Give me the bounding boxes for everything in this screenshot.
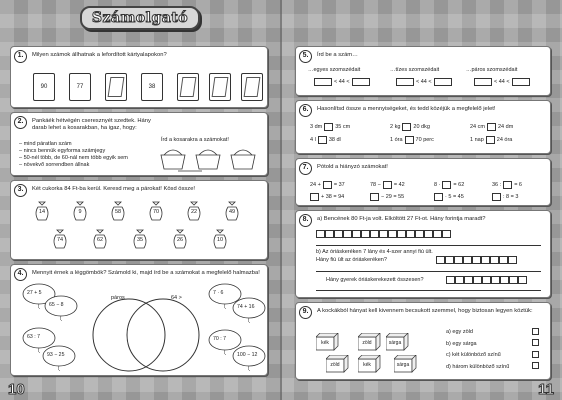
answer-checkbox[interactable] — [532, 339, 539, 346]
task-question-b2: Hány fiú ült az óriáskeréken? — [316, 257, 387, 263]
task-question: Pankáék hétvégén cseresznyét szedtek. Hány darab lehet a kosarakban, ha igaz, hogy: — [32, 118, 151, 131]
task-question-b: b) Az óriáskeréken 7 lány és 4-szer annyi fiú ült. — [316, 249, 433, 255]
task-number: 3. — [14, 184, 27, 197]
answer-box[interactable] — [512, 78, 530, 86]
grid-cell[interactable] — [361, 230, 370, 238]
task-8 — [295, 210, 551, 298]
fill-row: + 38 = 94 — [310, 193, 344, 201]
candy-price: 10 — [216, 237, 224, 243]
grid-cell[interactable] — [454, 256, 463, 264]
answer-box[interactable] — [396, 78, 414, 86]
task-question-b3: Hány gyerek óriáskerekezett összesen? — [326, 277, 424, 283]
number-card: 77 — [69, 73, 91, 101]
answer-checkbox[interactable] — [532, 328, 539, 335]
number-card: 38 — [141, 73, 163, 101]
baskets-illustration — [156, 145, 266, 173]
task-2 — [10, 112, 268, 176]
grid-cell[interactable] — [499, 256, 508, 264]
candy-price: 14 — [38, 209, 46, 215]
task-number: 7. — [299, 162, 312, 175]
grid-cell[interactable] — [473, 276, 482, 284]
grid-cell[interactable] — [343, 230, 352, 238]
number-card: 90 — [33, 73, 55, 101]
option-list — [446, 327, 509, 373]
grid-cell[interactable] — [325, 230, 334, 238]
page-title: Számolgató — [91, 10, 189, 26]
candy-bag[interactable] — [211, 229, 229, 251]
grid-cell[interactable] — [433, 230, 442, 238]
compare-row: 2 kg 20 dkg — [390, 124, 430, 130]
balloon-expression: 63 : 7 — [27, 334, 40, 340]
page-number-left: 10 — [8, 381, 25, 398]
task-question: Hasonlítsd össze a mennyiségeket, és tedd közéjük a megfelelő jelet! — [317, 106, 496, 112]
answer-line[interactable] — [316, 290, 541, 291]
candy-price: 49 — [228, 209, 236, 215]
face-down-card — [241, 73, 263, 101]
task-4 — [10, 264, 268, 376]
task-5 — [295, 46, 551, 96]
answer-box[interactable] — [492, 193, 501, 201]
comparison-box[interactable] — [405, 136, 414, 144]
venn-diagram — [91, 289, 201, 374]
grid-cell[interactable] — [472, 256, 481, 264]
grid-cell[interactable] — [508, 256, 517, 264]
candy-price: 26 — [176, 237, 184, 243]
fill-row: : 8 = 3 — [492, 193, 518, 201]
balloon[interactable] — [41, 345, 77, 369]
answer-box[interactable] — [310, 193, 319, 201]
condition-item: – nincs bennük egyforma számjegy — [19, 148, 106, 154]
candy-bag[interactable] — [71, 201, 89, 223]
answer-box[interactable] — [383, 181, 392, 189]
answer-box[interactable] — [352, 78, 370, 86]
cube-color-label: zöld — [362, 340, 372, 346]
grid-cell[interactable] — [445, 256, 454, 264]
face-down-card — [209, 73, 231, 101]
task-number: 9. — [299, 306, 312, 319]
candy-bag[interactable] — [91, 229, 109, 251]
comparison-box[interactable] — [402, 123, 411, 131]
option-item: d) három különböző színű — [446, 363, 510, 370]
task-number: 8. — [299, 214, 312, 227]
grid-cell[interactable] — [490, 256, 499, 264]
cube-color-label: sárga — [388, 340, 402, 346]
balloon[interactable] — [43, 295, 79, 319]
candy-bag[interactable] — [223, 201, 241, 223]
option-item: c) két különböző színű — [446, 352, 501, 358]
grid-cell[interactable] — [334, 230, 343, 238]
grid-cell[interactable] — [500, 276, 509, 284]
grid-cell[interactable] — [397, 230, 406, 238]
answer-grid[interactable] — [436, 256, 526, 264]
grid-cell[interactable] — [370, 230, 379, 238]
task-question: Milyen számok állhatnak a lefordított kártyalapokon? — [32, 52, 167, 58]
grid-cell[interactable] — [491, 276, 500, 284]
task-6 — [295, 100, 551, 154]
comparison-box[interactable] — [486, 136, 495, 144]
fill-row: 78 − = 42 — [370, 182, 405, 188]
answer-box[interactable] — [370, 193, 379, 201]
condition-item: – növekvő sorrendben állnak — [19, 162, 90, 168]
answer-box[interactable] — [434, 78, 452, 86]
answer-box[interactable] — [314, 78, 332, 86]
candy-price: 62 — [96, 237, 104, 243]
neighbor-row: < 44 < — [314, 78, 370, 86]
color-cube — [394, 355, 416, 372]
answer-box[interactable] — [434, 193, 443, 201]
fill-row: · 5 = 45 — [434, 193, 464, 201]
color-cube — [386, 333, 408, 350]
answer-checkbox[interactable] — [532, 351, 539, 358]
compare-row: 4 l 38 dl — [310, 137, 341, 143]
grid-cell[interactable] — [455, 276, 464, 284]
page-number-right: 11 — [538, 381, 554, 398]
option-item: a) egy zöld — [446, 329, 473, 335]
fill-row: 8 · = 62 — [434, 182, 465, 188]
task-9 — [295, 302, 551, 380]
task-number: 6. — [299, 104, 312, 117]
cube-color-label: kék — [321, 340, 329, 346]
candy-bag[interactable] — [51, 229, 69, 251]
compare-row: 1 óra 70 perc — [390, 137, 434, 143]
grid-cell[interactable] — [518, 276, 527, 284]
compare-row: 24 cm 24 dm — [470, 124, 514, 130]
right-page — [281, 0, 562, 400]
balloon-expression: 93 − 25 — [47, 352, 65, 358]
fill-row: − 29 = 55 — [370, 193, 404, 201]
balloon[interactable] — [231, 345, 267, 369]
balloon-expression: 27 + 5 — [27, 290, 42, 296]
basket-instruction: Írd a kosarakra a számokat! — [161, 137, 229, 143]
color-cube — [326, 355, 348, 372]
grid-cell[interactable] — [446, 276, 455, 284]
task-number: 2. — [14, 116, 27, 129]
grid-cell[interactable] — [379, 230, 388, 238]
answer-grid[interactable] — [446, 276, 536, 284]
comparison-box[interactable] — [487, 123, 496, 131]
candy-price: 35 — [136, 237, 144, 243]
task-number: 5. — [299, 50, 312, 63]
balloon-expression: 65 − 8 — [49, 302, 64, 308]
answer-grid[interactable] — [316, 230, 456, 238]
comparison-box[interactable] — [324, 123, 333, 131]
task-number: 4. — [14, 268, 27, 281]
cube-color-label: kék — [363, 362, 371, 368]
balloon-expression: 100 − 12 — [237, 352, 258, 358]
task-question-a: a) Bencének 80 Ft-ja volt. Elköltött 27 Ft-ot. Hány forintja maradt? — [317, 216, 486, 222]
task-3 — [10, 180, 268, 260]
color-cube — [358, 333, 380, 350]
candy-price: 74 — [56, 237, 64, 243]
comparison-box[interactable] — [318, 136, 327, 144]
candy-price: 70 — [152, 209, 160, 215]
face-down-card — [105, 73, 127, 101]
option-item: b) egy sárga — [446, 340, 477, 347]
candy-bag[interactable] — [109, 201, 127, 223]
neighbor-heading: …egyes szomszédait — [308, 67, 361, 73]
answer-line[interactable] — [316, 245, 541, 246]
grid-cell[interactable] — [424, 230, 433, 238]
grid-cell[interactable] — [388, 230, 397, 238]
candy-bag[interactable] — [131, 229, 149, 251]
neighbor-row: < 44 < — [474, 78, 530, 86]
set-label-less-than: 64 > — [171, 295, 182, 301]
compare-row: 1 nap 24 óra — [470, 137, 513, 143]
compare-row: 3 dm 35 cm — [310, 124, 351, 130]
answer-box[interactable] — [503, 181, 512, 189]
candy-bag[interactable] — [171, 229, 189, 251]
face-down-card — [177, 73, 199, 101]
condition-item: – 50-nél több, de 60-nál nem több egyik sem — [19, 155, 128, 161]
candy-price: 22 — [190, 209, 198, 215]
balloon-expression: 70 : 7 — [213, 336, 226, 342]
neighbor-heading: …páros szomszédait — [466, 67, 518, 73]
grid-cell[interactable] — [481, 256, 490, 264]
task-7 — [295, 158, 551, 206]
task-1 — [10, 46, 268, 108]
task-question: Írd be a szám… — [317, 52, 358, 58]
candy-bag[interactable] — [185, 201, 203, 223]
answer-checkbox[interactable] — [532, 362, 539, 369]
grid-cell[interactable] — [463, 256, 472, 264]
grid-cell[interactable] — [415, 230, 424, 238]
grid-cell[interactable] — [442, 230, 451, 238]
grid-cell[interactable] — [482, 276, 491, 284]
grid-cell[interactable] — [436, 256, 445, 264]
grid-cell[interactable] — [406, 230, 415, 238]
task-question: A kockákból hányat kell kivennem becsukott szemmel, hogy biztosan legyen köztük: — [317, 308, 533, 314]
fill-row: 24 + = 37 — [310, 182, 345, 188]
candy-price: 9 — [78, 209, 82, 215]
grid-cell[interactable] — [316, 230, 325, 238]
set-label-even: páros — [111, 295, 125, 301]
color-cube — [316, 333, 338, 350]
candy-bag[interactable] — [33, 201, 51, 223]
neighbor-heading: …tízes szomszédait — [390, 67, 440, 73]
answer-box[interactable] — [474, 78, 492, 86]
balloon-expression: 7 · 6 — [213, 290, 224, 296]
balloon[interactable] — [231, 297, 267, 321]
color-cube — [358, 355, 380, 372]
condition-list — [19, 141, 128, 169]
grid-cell[interactable] — [352, 230, 361, 238]
page-title-banner — [80, 6, 200, 30]
fill-row: 36 : = 6 — [492, 182, 522, 188]
cube-color-label: zöld — [330, 362, 340, 368]
candy-price: 58 — [114, 209, 122, 215]
candy-bag[interactable] — [147, 201, 165, 223]
balloon-expression: 74 + 16 — [237, 304, 255, 310]
condition-item: – mind páratlan szám — [19, 141, 72, 147]
task-number: 1. — [14, 50, 27, 63]
cube-color-label: sárga — [396, 362, 410, 368]
neighbor-row: < 44 < — [396, 78, 452, 86]
answer-box[interactable] — [323, 181, 332, 189]
task-question: Két cukorka 84 Ft-ba kerül. Keresd meg a párokat! Kösd össze! — [32, 186, 196, 192]
grid-cell[interactable] — [509, 276, 518, 284]
answer-line[interactable] — [316, 271, 541, 272]
answer-box[interactable] — [442, 181, 451, 189]
grid-cell[interactable] — [464, 276, 473, 284]
task-question: Mennyit érnek a léggömbök? Számold ki, majd írd be a számokat a megfelelő halmazba! — [32, 270, 260, 276]
task-question: Pótold a hiányzó számokat! — [317, 164, 388, 170]
